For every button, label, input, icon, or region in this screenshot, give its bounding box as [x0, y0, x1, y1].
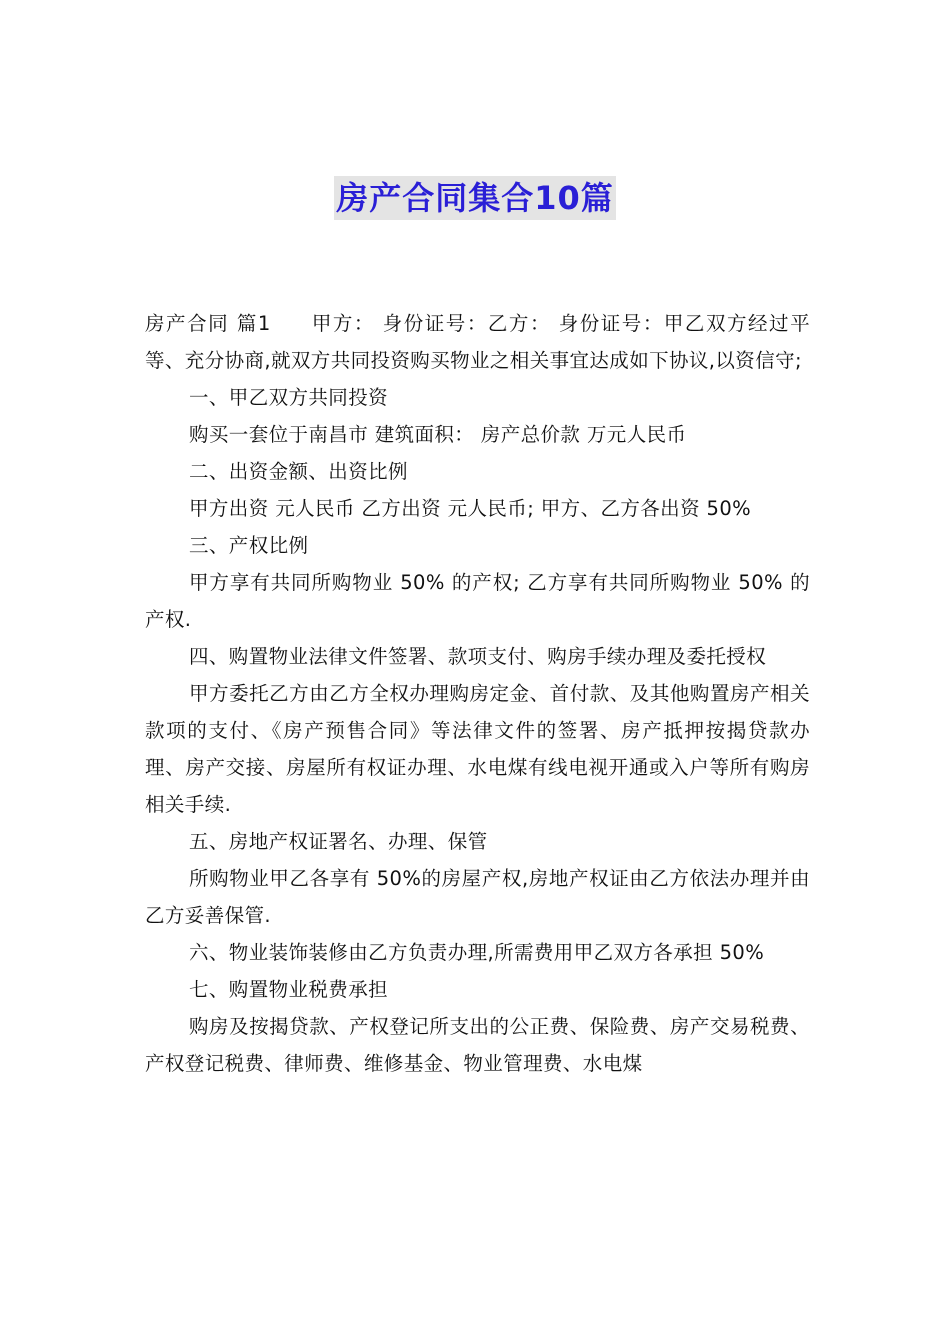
section-heading-2: 二、出资金额、出资比例 [189, 460, 408, 483]
section-heading-5: 五、房地产权证署名、办理、保管 [189, 830, 488, 853]
section-body-4: 甲方委托乙方由乙方全权办理购房定金、首付款、及其他购置房产相关款项的支付、《房产预售合同》等法律文件的签署、房产抵押按揭贷款办理、房产交接、房屋所有权证办理、水电煤有线电视开通或入户等所有购房相关手续. [145, 682, 810, 816]
title-container [0, 176, 950, 220]
intro-paragraph [145, 305, 810, 379]
section-heading-6: 六、物业装饰装修由乙方负责办理,所需费用甲乙双方各承担 50% [189, 941, 765, 964]
section-body-2: 甲方出资 元人民币 乙方出资 元人民币; 甲方、乙方各出资 50% [189, 497, 752, 520]
section-body-1: 购买一套位于南昌市 建筑面积： 房产总价款 万元人民币 [189, 423, 687, 446]
document-title: 房产合同集合10篇 [334, 176, 616, 220]
section-heading-7: 七、购置物业税费承担 [189, 978, 389, 1001]
section-body-7: 购房及按揭贷款、产权登记所支出的公正费、保险费、房产交易税费、产权登记税费、律师费、维修基金、物业管理费、水电煤 [145, 1015, 810, 1075]
intro-body: 甲方： 身份证号：乙方： 身份证号：甲乙双方经过平等、充分协商,就双方共同投资购买物业之相关事宜达成如下协议,以资信守; [145, 312, 810, 372]
section-heading-1: 一、甲乙双方共同投资 [189, 386, 389, 409]
section-body-3: 甲方享有共同所购物业 50% 的产权; 乙方享有共同所购物业 50% 的产权. [145, 571, 810, 631]
intro-prefix: 房产合同 篇1 [145, 312, 271, 335]
section-body-5: 所购物业甲乙各享有 50%的房屋产权,房地产权证由乙方依法办理并由乙方妥善保管. [145, 867, 810, 927]
document-body [145, 305, 810, 1082]
section-heading-3: 三、产权比例 [189, 534, 309, 557]
section-heading-4: 四、购置物业法律文件签署、款项支付、购房手续办理及委托授权 [189, 645, 767, 668]
